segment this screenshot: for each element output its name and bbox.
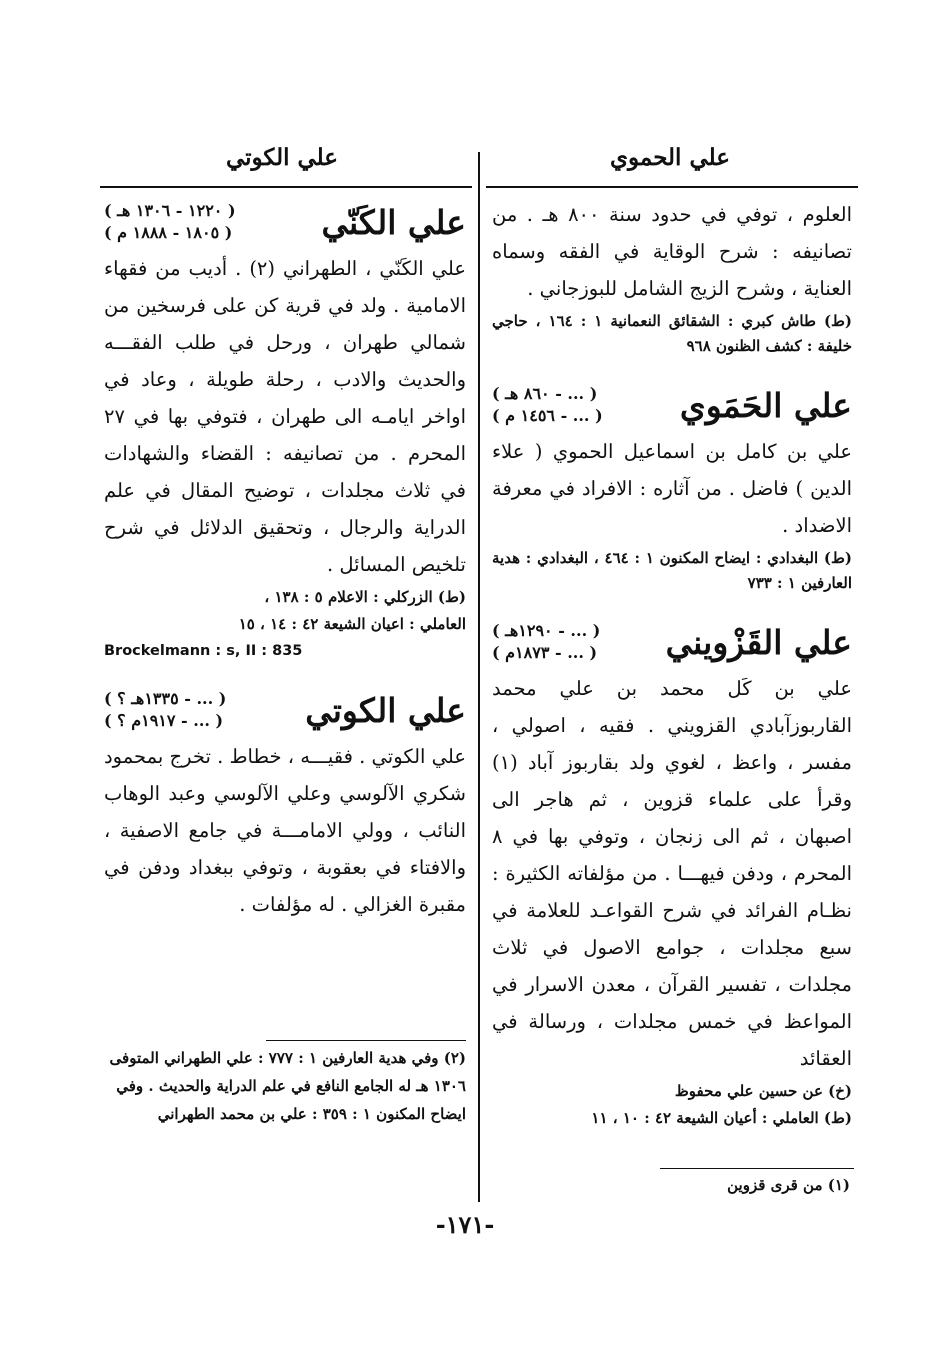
entry-ref: (ط) العاملي : أعيان الشيعة ٤٢ : ١٠ ، ١١ [591, 1109, 852, 1127]
continuation-text: العلوم ، توفي في حدود سنة ٨٠٠ هـ . من تصانيفه : شرح الوقاية في الفقه وسماه العناية ، وشرح الزيج الشامل للبوزجاني . [492, 203, 852, 300]
footnote-rule-right [660, 1168, 854, 1169]
running-header-left: علي الكوتي [225, 144, 339, 171]
entry-name: علي الكَنّي [321, 202, 466, 242]
page-number: -١٧١- [435, 1210, 495, 1239]
entry-dates [492, 620, 600, 664]
running-header-right: علي الحموي [610, 144, 730, 171]
entry-ref-latin: Brockelmann : s, II : 835 [104, 643, 303, 659]
entry-heading [492, 383, 852, 427]
header-rule-right [486, 186, 858, 188]
entry-body: علي الكَنّي ، الطهراني (٢) . أديب من فقهاء الامامية . ولد في قرية كن على فرسخين من شمالي طهران ، ورحل في طلب الفقـــه والحديث والادب ، رحلة طويلة ، وعاد في اواخر ايامـه الى طهران ، فتوفي بها في ٢٧ المحرم . من تصانيفه : القضاء والشهادات في ثلاث مجلدات ، توضيح المقال في علم الدراية والرجال ، وتحقيق الدلائل في شرح تلخيص المسائل . [104, 257, 466, 576]
entry-dates [104, 200, 236, 244]
entry-ref: (ط) البغدادي : ايضاح المكنون ١ : ٤٦٤ ، البغدادي : هدية العارفين ١ : ٧٣٣ [492, 549, 852, 592]
right-column [492, 196, 852, 1131]
dates-gregorian: ( ... - ١٨٧٣م ) [492, 643, 598, 662]
entry-ref: العاملي : اعيان الشيعة ٤٢ : ١٤ ، ١٥ [238, 615, 466, 633]
entry-body: علي بن كامل بن اسماعيل الحموي ( علاء الدين ) فاضل . من آثاره : الافراد في معرفة الاضداد . [492, 440, 852, 537]
entry-heading [104, 200, 466, 244]
entry-ref: (ط) الزركلي : الاعلام ٥ : ١٣٨ ، [264, 588, 466, 606]
entry-heading [492, 620, 852, 664]
entry-ref: (خ) عن حسين علي محفوظ [674, 1082, 852, 1100]
dates-hijri: ( ... - ١٢٩٠هـ ) [492, 621, 601, 640]
entry-name: علي الحَمَوي [679, 385, 852, 425]
entry-body: علي الكوتي . فقيـــه ، خطاط . تخرج بمحمود شكري الآلوسي وعلي الآلوسي وعبد الوهاب النائب ، وولي الامامـــة في جامع الاصفية ، والافتاء في بعقوبة ، وتوفي ببغداد ودفن في مقبرة الغزالي . له مؤلفات . [104, 745, 466, 916]
dates-hijri: ( ... - ١٣٣٥هـ ؟ ) [104, 689, 227, 708]
entry-name: علي القَزْويني [665, 622, 852, 662]
entry-name: علي الكوتي [305, 690, 466, 730]
footnote-right: (١) من قرى قزوين [727, 1176, 850, 1194]
dates-gregorian: ( ... - ١٤٥٦ م ) [492, 406, 603, 425]
dates-gregorian: ( ١٨٠٥ - ١٨٨٨ م ) [104, 223, 233, 242]
header-rule-left [100, 186, 472, 188]
continuation-ref: (ط) طاش كبري : الشقائق النعمانية ١ : ١٦٤ ، حاجي خليفة : كشف الظنون ٩٦٨ [492, 312, 853, 355]
dates-hijri: ( ١٢٢٠ - ١٣٠٦ هـ ) [104, 201, 236, 220]
footnote-left: (٢) وفي هدية العارفين ١ : ٧٧٧ : علي الطهراني المتوفى ١٣٠٦ هـ له الجامع النافع في علم الدراية والحديث . وفي ايضاح المكنون ١ : ٣٥٩ : علي بن محمد الطهراني [109, 1049, 466, 1123]
dates-hijri: ( ... - ٨٦٠ هـ ) [492, 384, 598, 403]
left-column [104, 196, 466, 923]
dates-gregorian: ( ... - ١٩١٧م ؟ ) [104, 711, 224, 730]
footnote-rule-left [266, 1040, 466, 1041]
entry-body: علي بن كَل محمد بن علي محمد القاربوزآبادي القزويني . فقيه ، اصولي ، مفسر ، واعظ ، لغوي ولد بقاربوز آباد (١) وقرأ على علماء قزوين ، ثم هاجر الى اصبهان ، ثم الى زنجان ، وتوفي بها في ٨ المحرم ، ودفن فيهـــا . من مؤلفاته الكثيرة : نظـام الفرائد في شرح القواعـد للعلامة في سبع مجلدات ، جوامع الاصول في ثلاث مجلدات ، تفسير القرآن ، معدن الاسرار في المواعظ في خمس مجلدات ، ورسالة في العقائد [492, 677, 852, 1070]
entry-dates [492, 383, 603, 427]
entry-dates [104, 688, 226, 732]
entry-heading [104, 688, 466, 732]
column-divider [478, 152, 480, 1202]
